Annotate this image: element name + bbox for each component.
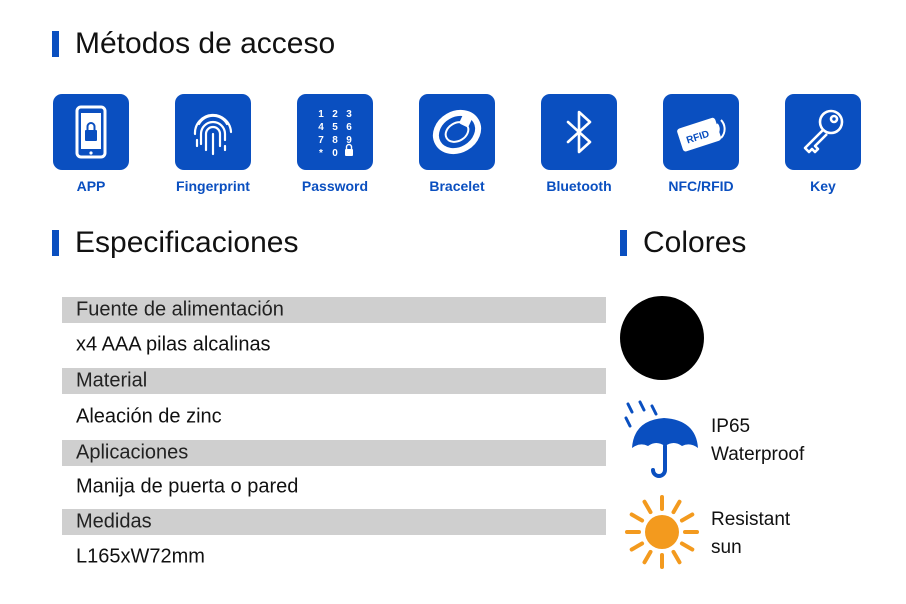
- key-icon: [785, 94, 861, 170]
- sun-ray: [682, 515, 692, 521]
- sun-resistant-feature-text: Resistant sun: [711, 509, 791, 558]
- method-bracelet: [402, 94, 512, 194]
- rfid-card-icon: [663, 94, 739, 170]
- keypad-key: 1: [318, 109, 324, 120]
- section-marker: [52, 31, 59, 57]
- sun-ray: [674, 502, 680, 512]
- smartphone-lock-icon: [53, 94, 129, 170]
- method-label: Fingerprint: [176, 178, 250, 194]
- method-fingerprint: [158, 94, 268, 194]
- specs-title-text: Especificaciones: [75, 226, 299, 259]
- sun-ray: [632, 515, 642, 521]
- method-password: [280, 94, 390, 194]
- method-bluetooth: [524, 94, 634, 194]
- spec-value: L165xW72mm: [76, 545, 205, 568]
- bracelet-icon: [419, 94, 495, 170]
- spec-value: Aleación de zinc: [76, 405, 222, 428]
- fingerprint-icon: [175, 94, 251, 170]
- sun-icon: [624, 494, 700, 570]
- spec-value-row: [62, 404, 606, 430]
- sun-ray: [682, 544, 692, 550]
- method-label: Key: [810, 178, 836, 194]
- spec-value: x4 AAA pilas alcalinas: [76, 333, 271, 356]
- spec-value: Manija de puerta o pared: [76, 475, 299, 498]
- spec-value-row: [62, 332, 606, 358]
- method-label: Bracelet: [429, 178, 485, 194]
- section-marker: [52, 230, 59, 256]
- method-label: NFC/RFID: [668, 178, 734, 194]
- rfid-card-text: RFID: [685, 128, 711, 147]
- section-marker: [620, 230, 627, 256]
- keypad-key: 2: [332, 109, 338, 120]
- spec-header-row: [62, 368, 606, 394]
- keypad-key: 8: [332, 135, 338, 146]
- lock-key-icon: [345, 145, 353, 157]
- sun-ray: [645, 552, 651, 562]
- method-label: Bluetooth: [546, 178, 612, 194]
- keypad-key: 4: [318, 122, 324, 133]
- keypad-key: 3: [346, 109, 352, 120]
- spec-header: Aplicaciones: [76, 441, 189, 464]
- method-label: APP: [76, 178, 106, 194]
- access-methods-title: [52, 26, 335, 62]
- sun-ray: [632, 544, 642, 550]
- bluetooth-icon: [541, 94, 617, 170]
- method-key: [768, 94, 878, 194]
- waterproof-feature-text: IP65 Waterproof: [711, 416, 805, 465]
- spec-header: Medidas: [76, 510, 152, 533]
- specs-title: [52, 225, 298, 261]
- umbrella-rain-icon: [622, 400, 702, 482]
- spec-header-row: [62, 297, 606, 323]
- keypad-icon: [297, 94, 373, 170]
- keypad-key: 6: [346, 122, 352, 133]
- sun-ray: [645, 502, 651, 512]
- keypad-key: 0: [332, 148, 338, 159]
- spec-header: Fuente de alimentación: [76, 298, 284, 321]
- access-methods-title-text: Métodos de acceso: [75, 27, 336, 60]
- spec-header: Material: [76, 369, 148, 392]
- colors-title: [620, 225, 746, 261]
- keypad-key: 9: [346, 135, 352, 146]
- method-nfc-rfid: [646, 94, 756, 194]
- black-color-swatch: [620, 296, 704, 380]
- method-label: Password: [301, 178, 369, 194]
- spec-header-row: [62, 509, 606, 535]
- keypad-key: 7: [318, 135, 324, 146]
- sun-ray: [674, 552, 680, 562]
- colors-title-text: Colores: [643, 226, 747, 259]
- spec-value-row: [62, 544, 606, 570]
- spec-value-row: [62, 474, 606, 500]
- method-app: [36, 94, 146, 194]
- spec-header-row: [62, 440, 606, 466]
- keypad-key: *: [319, 148, 323, 159]
- keypad-key: 5: [332, 122, 338, 133]
